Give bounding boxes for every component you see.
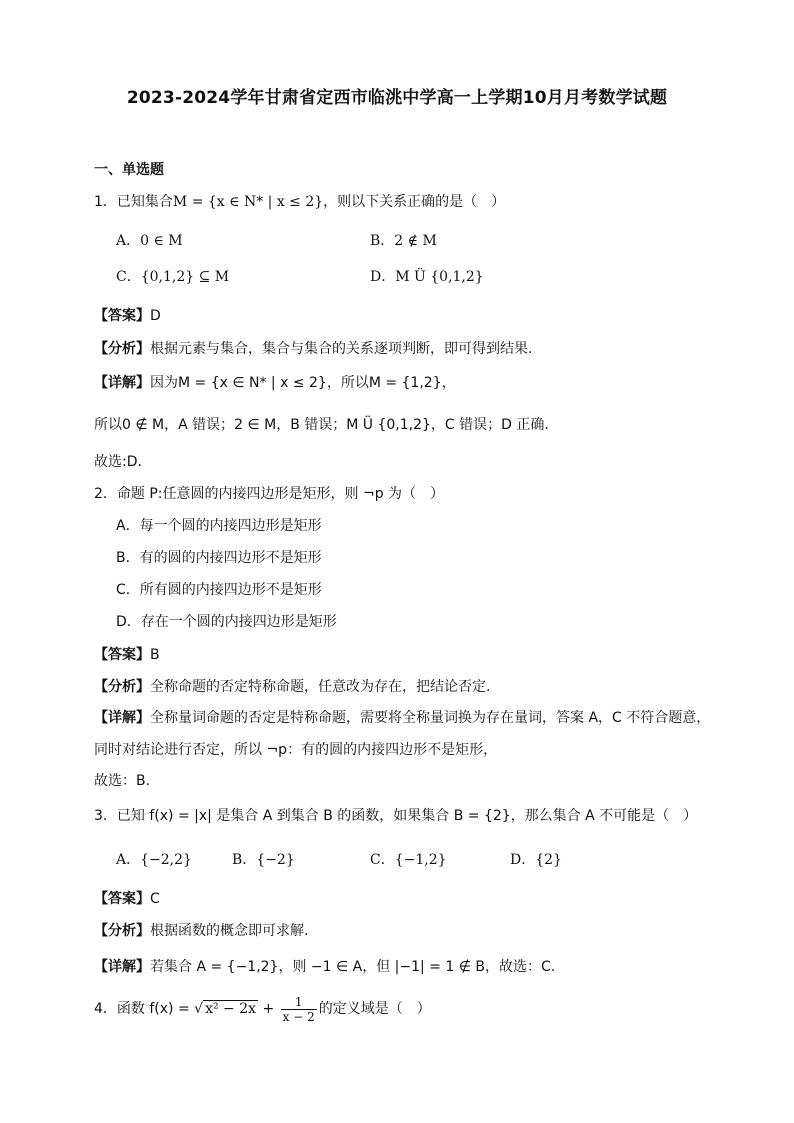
question-1-option-a: A．0 ∈ M [116,233,183,249]
question-2-option-b: B．有的圆的内接四边形不是矩形 [116,550,322,566]
fraction-denominator: x − 2 [282,1009,315,1024]
sqrt-symbol: √ [194,1001,204,1017]
question-3-detail [94,957,555,977]
question-1-option-d: D．M Ü {0,1,2} [370,269,484,285]
answer-tag: 【答案】 [94,891,150,907]
analysis-tag: 【分析】 [94,341,150,357]
question-1-set: M = {x ∈ N* | x ≤ 2} [172,194,324,210]
question-1-option-b: B．2 ∉ M [370,233,437,249]
detail-text: 若集合 A = {−1,2}，则 −1 ∈ A，但 |−1| = 1 ∉ B，故选：C. [150,959,556,975]
question-3-option-a: A．{−2,2} [116,852,192,868]
answer-tag: 【答案】 [94,308,150,324]
analysis-tag: 【分析】 [94,679,150,695]
question-1-conclusion: 故选:D. [94,454,142,470]
section-heading: 一、单选题 [94,162,164,178]
question-3-analysis [94,921,308,941]
question-1-detail-cont: 所以0 ∉ M，A 错误；2 ∈ M，B 错误；M Ü {0,1,2}，C 错误；D 正确. [94,417,549,433]
question-1-stem [94,192,505,212]
question-3-stem: 3．已知 f(x) = |x| 是集合 A 到集合 B 的函数，如果集合 B = {2}，那么集合 A 不可能是（ ） [94,808,698,824]
question-1-detail [94,373,456,393]
detail-tag: 【详解】 [94,375,150,391]
analysis-text: 全称命题的否定特称命题，任意改为存在，把结论否定. [150,679,491,695]
square-root [194,1000,258,1017]
question-2-option-c: C．所有圆的内接四边形不是矩形 [116,582,322,598]
question-2-option-a: A．每一个圆的内接四边形是矩形 [116,518,322,534]
answer-value: D [150,308,161,324]
question-2-option-d: D．存在一个圆的内接四边形是矩形 [116,614,337,630]
answer-value: C [150,891,160,907]
question-4-suffix: 的定义域是（ ） [318,1001,431,1017]
question-2-analysis [94,677,490,697]
question-2-detail [94,708,710,728]
question-2-detail-cont: 同时对结论进行否定，所以 ¬p：有的圆的内接四边形不是矩形， [94,742,498,758]
question-3-option-d: D．{2} [510,852,562,868]
detail-tag: 【详解】 [94,710,150,726]
question-1-prefix: 1．已知集合 [94,194,173,210]
question-3-answer [94,889,160,909]
question-1-analysis [94,339,532,359]
question-4-stem [94,994,431,1024]
analysis-tag: 【分析】 [94,923,150,939]
sqrt-radicand: x² − 2x [205,1001,257,1017]
detail-text: 因为M = {x ∈ N* | x ≤ 2}，所以M = {1,2}， [150,375,456,391]
question-4-prefix: 4．函数 f(x) = [94,1001,195,1017]
answer-tag: 【答案】 [94,647,150,663]
fraction [281,995,317,1024]
answer-value: B [150,647,160,663]
question-2-stem: 2．命题 P:任意圆的内接四边形是矩形，则 ¬p 为（ ） [94,486,445,502]
detail-tag: 【详解】 [94,959,150,975]
question-2-conclusion: 故选：B. [94,773,151,789]
fraction-numerator: 1 [281,995,317,1010]
question-3-option-c: C．{−1,2} [370,852,447,868]
analysis-text: 根据元素与集合，集合与集合的关系逐项判断，即可得到结果. [150,341,533,357]
analysis-text: 根据函数的概念即可求解. [150,923,309,939]
document-title: 2023-2024学年甘肃省定西市临洮中学高一上学期10月月考数学试题 [126,88,668,108]
question-1-option-c: C．{0,1,2} ⊆ M [116,269,230,285]
detail-text: 全称量词命题的否定是特称命题，需要将全称量词换为存在量词，答案 A，C 不符合题意， [150,710,711,726]
question-3-option-b: B．{−2} [232,852,295,868]
question-2-answer [94,645,160,665]
question-1-suffix: ，则以下关系正确的是（ ） [323,194,506,210]
question-1-answer [94,306,161,326]
plus-sign: + [258,1001,279,1017]
